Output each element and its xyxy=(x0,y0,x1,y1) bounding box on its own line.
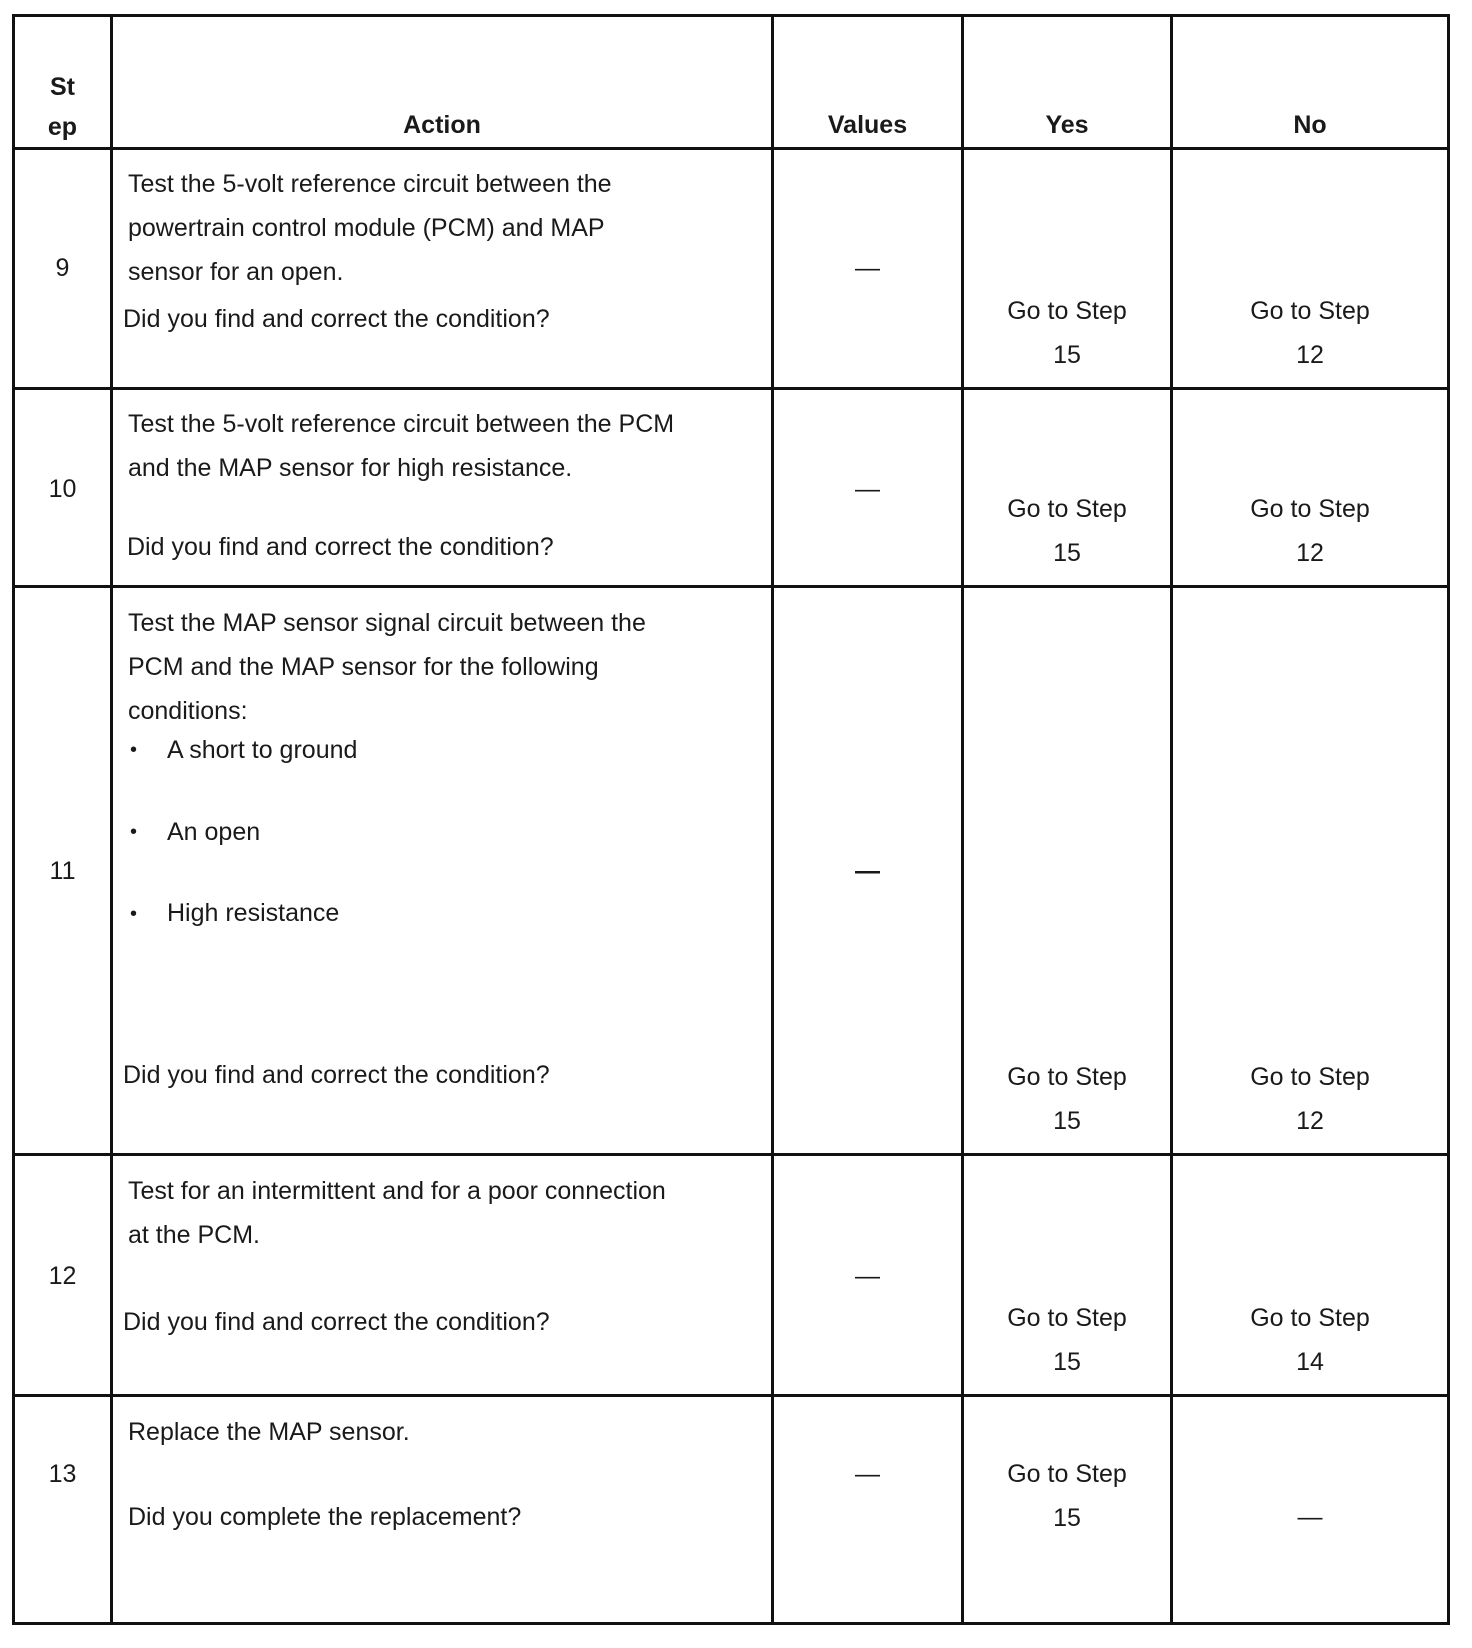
row-divider xyxy=(15,387,1447,390)
step-number: 11 xyxy=(49,857,76,885)
goto-step: 12 xyxy=(1296,539,1324,567)
no-goto xyxy=(1173,289,1447,377)
goto-label: Go to Step xyxy=(1250,1304,1370,1332)
header-action: Action xyxy=(403,111,481,139)
step-number: 9 xyxy=(55,254,70,282)
yes-goto xyxy=(964,487,1170,575)
diagnostic-table xyxy=(12,14,1450,1625)
header-step-line1: St xyxy=(50,73,75,101)
action-question: Did you find and correct the condition? xyxy=(123,1308,550,1336)
goto-step: 15 xyxy=(1053,341,1081,369)
no-goto xyxy=(1173,1296,1447,1384)
value-dash: — xyxy=(855,1460,880,1488)
value-dash: — xyxy=(855,254,880,282)
action-line: conditions: xyxy=(128,697,248,725)
step-number: 13 xyxy=(48,1460,77,1488)
goto-step: 15 xyxy=(1053,1107,1081,1135)
header-values: Values xyxy=(827,111,908,139)
yes-goto xyxy=(964,1296,1170,1384)
bullet-item: An open xyxy=(167,818,261,846)
goto-step: 15 xyxy=(1053,1348,1081,1376)
goto-label: Go to Step xyxy=(1007,1460,1127,1488)
step-number: 10 xyxy=(48,475,77,503)
bullet-marker: • xyxy=(130,739,138,761)
header-step-line2: ep xyxy=(47,113,78,141)
no-goto xyxy=(1173,487,1447,575)
action-line: Test for an intermittent and for a poor connection xyxy=(128,1177,666,1205)
action-text xyxy=(128,402,674,490)
action-line: Test the MAP sensor signal circuit between the xyxy=(128,609,646,637)
action-text xyxy=(128,162,612,294)
header-step xyxy=(15,67,110,147)
value-dash: — xyxy=(855,857,880,885)
goto-label: Go to Step xyxy=(1007,1304,1127,1332)
yes-goto xyxy=(964,1452,1170,1540)
action-line: at the PCM. xyxy=(128,1221,260,1249)
goto-step: 12 xyxy=(1296,1107,1324,1135)
action-text: Replace the MAP sensor. xyxy=(128,1418,410,1446)
goto-step: 14 xyxy=(1296,1348,1324,1376)
row-divider xyxy=(15,1153,1447,1156)
bullet-item: A short to ground xyxy=(167,736,358,764)
action-line: Test the 5-volt reference circuit between the xyxy=(128,170,612,198)
column-divider xyxy=(110,17,113,1622)
action-question: Did you complete the replacement? xyxy=(128,1503,522,1531)
goto-label: Go to Step xyxy=(1250,1063,1370,1091)
bullet-marker: • xyxy=(130,903,138,925)
goto-label: Go to Step xyxy=(1250,297,1370,325)
action-line: Test the 5-volt reference circuit between the PCM xyxy=(128,410,675,438)
value-dash: — xyxy=(855,475,880,503)
action-question: Did you find and correct the condition? xyxy=(127,533,554,561)
yes-goto xyxy=(964,1055,1170,1143)
action-question: Did you find and correct the condition? xyxy=(123,305,550,333)
goto-label: Go to Step xyxy=(1007,297,1127,325)
no-dash: — xyxy=(1297,1503,1323,1531)
goto-label: Go to Step xyxy=(1250,495,1370,523)
goto-step: 12 xyxy=(1296,341,1324,369)
action-line: sensor for an open. xyxy=(128,258,344,286)
step-number: 12 xyxy=(48,1262,77,1290)
action-question: Did you find and correct the condition? xyxy=(123,1061,550,1089)
action-line: powertrain control module (PCM) and MAP xyxy=(128,214,605,242)
row-divider xyxy=(15,1394,1447,1397)
row-divider xyxy=(15,585,1447,588)
goto-step: 15 xyxy=(1053,539,1081,567)
header-no: No xyxy=(1293,111,1327,139)
row-divider xyxy=(15,147,1447,150)
goto-label: Go to Step xyxy=(1007,495,1127,523)
action-text xyxy=(128,1169,666,1257)
no-goto xyxy=(1173,1055,1447,1143)
action-line: and the MAP sensor for high resistance. xyxy=(128,454,573,482)
yes-goto xyxy=(964,289,1170,377)
header-yes: Yes xyxy=(1045,111,1089,139)
goto-step: 15 xyxy=(1053,1504,1081,1532)
action-line: PCM and the MAP sensor for the following xyxy=(128,653,599,681)
goto-label: Go to Step xyxy=(1007,1063,1127,1091)
action-text xyxy=(128,601,646,733)
bullet-item: High resistance xyxy=(167,899,340,927)
value-dash: — xyxy=(855,1262,880,1290)
bullet-marker: • xyxy=(130,821,138,843)
